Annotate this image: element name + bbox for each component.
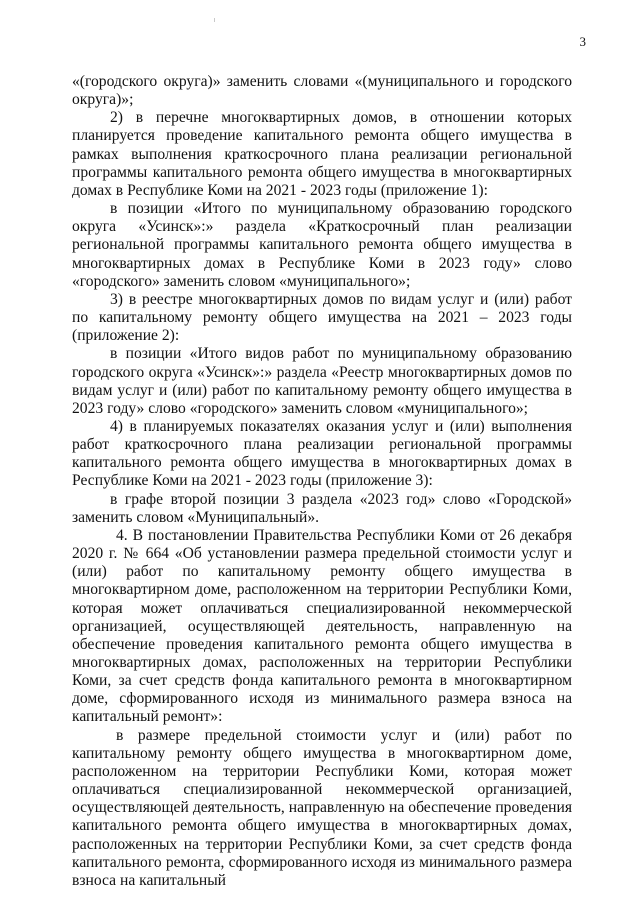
- paragraph: «(городского округа)» заменить словами «(муниципального и городского округа)»;: [72, 73, 572, 109]
- paragraph: в позиции «Итого по муниципальному образованию городского округа «Усинск»:» раздела «Краткосрочный план реализации региональной программы капитального ремонта общего имущества в многоквартирных домах в Республике Коми в 2023 году» слово «городского» заменить словом «муниципального»;: [72, 200, 572, 290]
- paragraph: 2) в перечне многоквартирных домов, в отношении которых планируется проведение капитального ремонта общего имущества в рамках выполнения краткосрочного плана реализации региональной программы капитального ремонта общего имущества в многоквартирных домах в Республике Коми на 2021 - 2023 годы (приложение 1):: [72, 109, 572, 199]
- scan-mark: [214, 18, 215, 22]
- paragraph: в позиции «Итого видов работ по муниципальному образованию городского округа «Усинск»:» раздела «Реестр многоквартирных домов по видам услуг и (или) работ по капитальному ремонту общего имущества в 2023 году» слово «городского» заменить словом «муниципального»;: [72, 345, 572, 417]
- page-number: 3: [579, 34, 586, 49]
- paragraph: в графе второй позиции 3 раздела «2023 год» слово «Городской» заменить словом «Муниципальный».: [72, 490, 572, 526]
- paragraph: в размере предельной стоимости услуг и (или) работ по капитальному ремонту общего имущества в многоквартирном доме, расположенном на территории Республики Коми, которая может оплачиваться специализированной некоммерческой организацией, осуществляющей деятельность, направленную на обеспечение проведения капитального ремонта общего имущества в многоквартирных домах, расположенных на территории Республики Коми, за счет средств фонда капитального ремонта, сформированного исходя из минимального размера взноса на капитальный: [72, 726, 572, 889]
- paragraph: 4) в планируемых показателях оказания услуг и (или) выполнения работ краткосрочного плана реализации региональной программы капитального ремонта общего имущества в многоквартирных домах в Республике Коми на 2021 - 2023 годы (приложение 3):: [72, 417, 572, 490]
- document-body: [72, 73, 572, 890]
- paragraph: 4. В постановлении Правительства Республики Коми от 26 декабря 2020 г. № 664 «Об установлении размера предельной стоимости услуг и (или) работ по капитальному ремонту общего имущества в многоквартирном доме, расположенном на территории Республики Коми, которая может оплачиваться специализированной некоммерческой организацией, осуществляющей деятельность, направленную на обеспечение проведения капитального ремонта общего имущества в многоквартирных домах, расположенных на территории Республики Коми, за счет средств фонда капитального ремонта в многоквартирном доме, сформированного исходя из минимального размера взноса на капитальный ремонт»:: [72, 526, 572, 726]
- paragraph: 3) в реестре многоквартирных домов по видам услуг и (или) работ по капитальному ремонту общего имущества на 2021 – 2023 годы (приложение 2):: [72, 290, 572, 345]
